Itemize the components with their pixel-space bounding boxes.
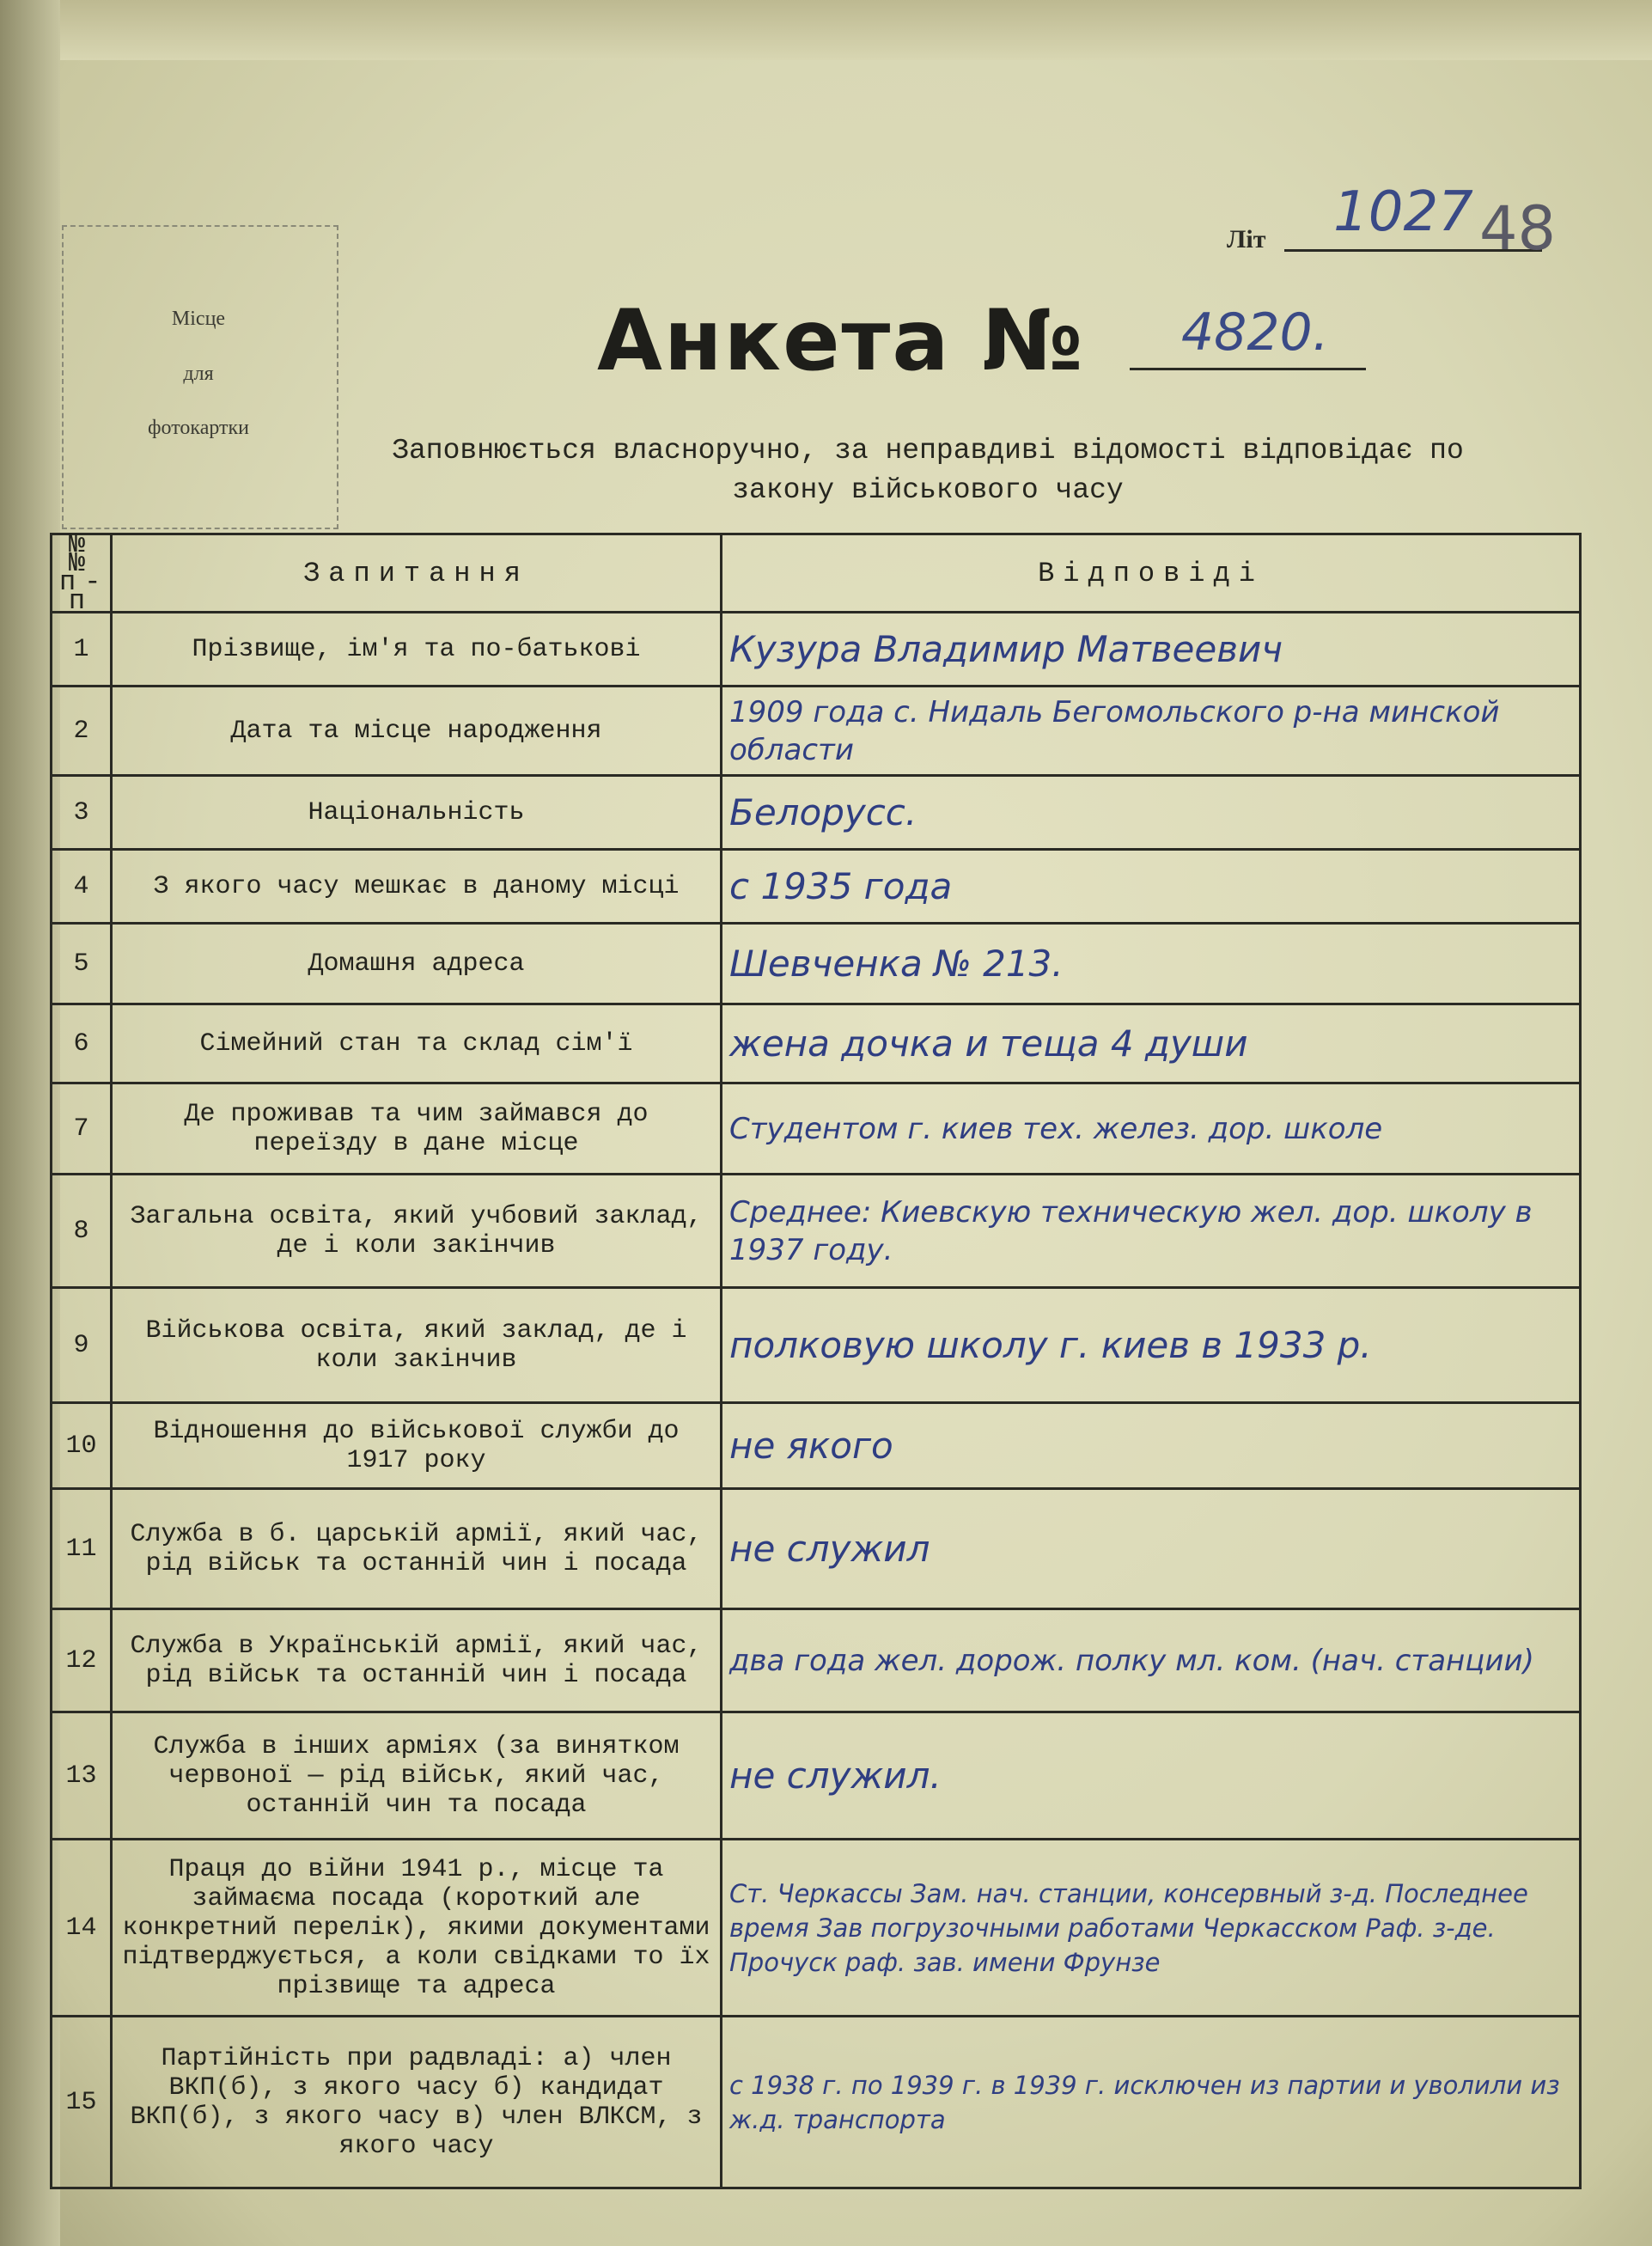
table-header-row <box>52 534 1581 613</box>
table-row <box>52 1840 1581 2017</box>
row-answer-handwritten: Кузура Владимир Матвеевич <box>722 613 1581 687</box>
row-number: 7 <box>52 1083 112 1175</box>
header-question: Запитання <box>112 534 722 613</box>
row-number: 2 <box>52 687 112 776</box>
table-row <box>52 1175 1581 1288</box>
row-answer-handwritten: жена дочка и теща 4 души <box>722 1004 1581 1083</box>
page-title: Анкета № <box>597 292 1085 390</box>
row-answer-handwritten: не служил. <box>722 1712 1581 1840</box>
title-underline <box>1130 368 1366 370</box>
row-answer-handwritten: Белорусс. <box>722 776 1581 850</box>
row-answer-handwritten: с 1938 г. по 1939 г. в 1939 г. исключен из партии и уволили из ж.д. транспорта <box>722 2017 1581 2188</box>
table-row <box>52 2017 1581 2188</box>
table-row <box>52 1403 1581 1489</box>
form-subtitle: Заповнюється власноручно, за неправдиві відомості відповідає по закону військового часу <box>392 435 1464 506</box>
row-answer-handwritten: Среднее: Киевскую техническую жел. дор. школу в 1937 году. <box>722 1175 1581 1288</box>
row-number: 12 <box>52 1609 112 1712</box>
row-number: 15 <box>52 2017 112 2188</box>
table-row <box>52 1288 1581 1403</box>
row-number: 5 <box>52 924 112 1004</box>
row-question: Прізвище, ім'я та по-батькові <box>112 613 722 687</box>
table-row <box>52 1083 1581 1175</box>
table-row <box>52 1609 1581 1712</box>
header-number: №№ п-п <box>52 534 112 613</box>
photo-label-line1: Місце <box>171 308 226 330</box>
page-edge-top <box>0 0 1652 60</box>
table-row <box>52 687 1581 776</box>
table-row <box>52 850 1581 924</box>
lit-extra-number: 48 <box>1479 193 1557 264</box>
row-number: 8 <box>52 1175 112 1288</box>
row-question: Служба в Українській армії, який час, рід військ та останній чин і посада <box>112 1609 722 1712</box>
row-answer-handwritten: два года жел. дорож. полку мл. ком. (нач. станции) <box>722 1609 1581 1712</box>
row-question: Праця до війни 1941 р., місце та займаєма посада (короткий але конкретний перелік), якими документами підтверджується, а коли свідками то їх прізвище та адреса <box>112 1840 722 2017</box>
table-row <box>52 924 1581 1004</box>
photo-label-line3: фотокартки <box>147 417 250 439</box>
photo-label-line2: для <box>183 363 214 385</box>
row-answer-handwritten: 1909 года с. Нидаль Бегомольского р-на минской области <box>722 687 1581 776</box>
row-question: Національність <box>112 776 722 850</box>
row-answer-handwritten: Шевченка № 213. <box>722 924 1581 1004</box>
row-answer-handwritten: Ст. Черкассы Зам. нач. станции, консервный з-д. Последнее время Зав погрузочными работами Черкасском Раф. з-де. Прочуск раф. зав. имени Фрунзе <box>722 1840 1581 2017</box>
row-number: 1 <box>52 613 112 687</box>
row-number: 3 <box>52 776 112 850</box>
row-answer-handwritten: с 1935 года <box>722 850 1581 924</box>
row-question: Партійність при радвладі: а) член ВКП(б), з якого часу б) кандидат ВКП(б), з якого часу в) член ВЛКСМ, з якого часу <box>112 2017 722 2188</box>
row-number: 4 <box>52 850 112 924</box>
row-number: 13 <box>52 1712 112 1840</box>
row-number: 14 <box>52 1840 112 2017</box>
table-row <box>52 1489 1581 1609</box>
row-question: З якого часу мешкає в даному місці <box>112 850 722 924</box>
table-row <box>52 1004 1581 1083</box>
row-answer-handwritten: не якого <box>722 1403 1581 1489</box>
row-question: Служба в інших арміях (за винятком червоної — рід військ, який час, останній чин та посада <box>112 1712 722 1840</box>
row-answer-handwritten: не служил <box>722 1489 1581 1609</box>
row-question: Загальна освіта, який учбовий заклад, де і коли закінчив <box>112 1175 722 1288</box>
row-question: Де проживав та чим займався до переїзду в дане місце <box>112 1083 722 1175</box>
row-question: Військова освіта, який заклад, де і коли закінчив <box>112 1288 722 1403</box>
row-answer-handwritten: полковую школу г. киев в 1933 р. <box>722 1288 1581 1403</box>
row-question: Відношення до військової служби до 1917 року <box>112 1403 722 1489</box>
header-answer: Відповіді <box>722 534 1581 613</box>
row-question: Сімейний стан та склад сім'ї <box>112 1004 722 1083</box>
row-number: 9 <box>52 1288 112 1403</box>
row-answer-handwritten: Студентом г. киев тех. желез. дор. школе <box>722 1083 1581 1175</box>
row-question: Служба в б. царській армії, який час, рід військ та останній чин і посада <box>112 1489 722 1609</box>
row-number: 11 <box>52 1489 112 1609</box>
lit-handwritten-number: 1027 <box>1333 180 1473 244</box>
row-question: Домашня адреса <box>112 924 722 1004</box>
table-row <box>52 1712 1581 1840</box>
row-number: 10 <box>52 1403 112 1489</box>
questionnaire-table <box>50 528 1582 2189</box>
form-number-handwritten: 4820. <box>1181 302 1329 363</box>
table-row <box>52 613 1581 687</box>
row-number: 6 <box>52 1004 112 1083</box>
row-question: Дата та місце народження <box>112 687 722 776</box>
table-row <box>52 776 1581 850</box>
lit-label: Літ <box>1227 225 1266 253</box>
